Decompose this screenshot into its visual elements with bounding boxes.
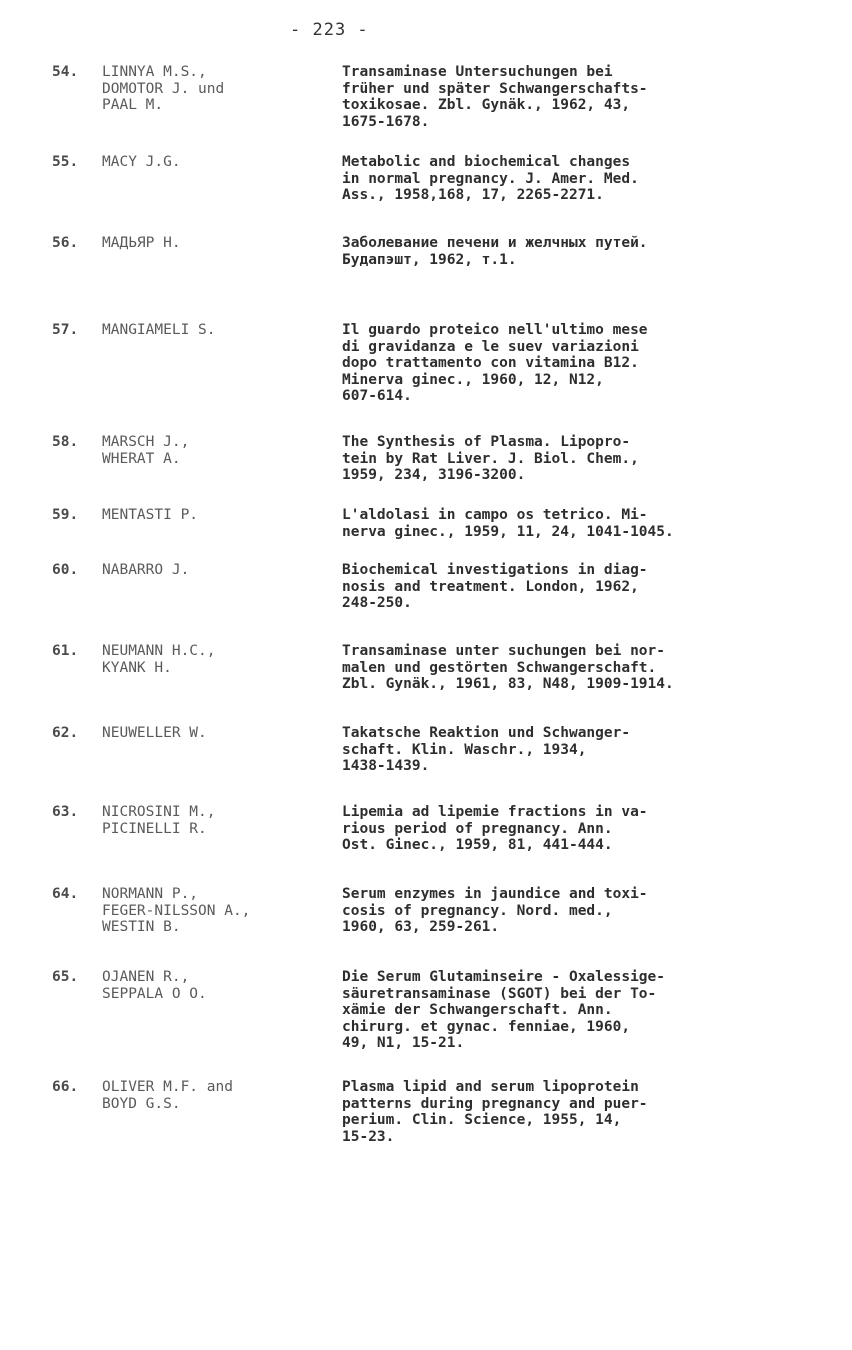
entry-reference: Transaminase Untersuchungen bei früher und später Schwangerschafts- toxikosae. Zbl. Gynäk., 1962, 43, 1675-1678. bbox=[342, 64, 648, 130]
entry-authors: МАДЬЯР Н. bbox=[102, 235, 181, 251]
entry-authors: OJANEN R., SEPPALA O O. bbox=[102, 969, 207, 1002]
entry-authors: MENTASTI P. bbox=[102, 507, 199, 523]
page-number: - 223 - bbox=[290, 20, 369, 40]
entry-authors: NABARRO J. bbox=[102, 562, 190, 578]
entry-reference: Die Serum Glutaminseire - Oxalessige- säuretransaminase (SGOT) bei der To- xämie der Schwangerschaft. Ann. chirurg. et gynac. fenniae, 1960, 49, N1, 15-21. bbox=[342, 969, 666, 1051]
entry-number: 61. bbox=[52, 643, 79, 659]
bibliography-entry bbox=[52, 154, 832, 235]
entry-authors: MARSCH J., WHERAT A. bbox=[102, 434, 190, 467]
entry-reference: L'aldolasi in campo os tetrico. Mi- nerva ginec., 1959, 11, 24, 1041-1045. bbox=[342, 507, 674, 540]
entry-number: 65. bbox=[52, 969, 79, 985]
entry-number: 62. bbox=[52, 725, 79, 741]
entry-number: 58. bbox=[52, 434, 79, 450]
entry-number: 64. bbox=[52, 886, 79, 902]
entry-number: 54. bbox=[52, 64, 79, 80]
entry-reference: Metabolic and biochemical changes in normal pregnancy. J. Amer. Med. Ass., 1958,168, 17, 2265-2271. bbox=[342, 154, 639, 203]
entry-authors: NEUWELLER W. bbox=[102, 725, 207, 741]
bibliography-entry bbox=[52, 804, 832, 886]
bibliography-entry bbox=[52, 643, 832, 725]
bibliography-entry bbox=[52, 725, 832, 804]
entry-reference: Plasma lipid and serum lipoprotein patterns during pregnancy and puer- perium. Clin. Science, 1955, 14, 15-23. bbox=[342, 1079, 648, 1145]
entry-reference: The Synthesis of Plasma. Lipopro- tein by Rat Liver. J. Biol. Chem., 1959, 234, 3196-3200. bbox=[342, 434, 639, 483]
bibliography-entry bbox=[52, 969, 832, 1079]
entry-reference: Заболевание печени и желчных путей. Будапэшт, 1962, т.1. bbox=[342, 235, 648, 268]
bibliography-entry bbox=[52, 1079, 832, 1159]
bibliography-entry bbox=[52, 322, 832, 434]
entry-authors: NEUMANN H.C., KYANK H. bbox=[102, 643, 216, 676]
entry-reference: Lipemia ad lipemie fractions in va- rious period of pregnancy. Ann. Ost. Ginec., 1959, 81, 441-444. bbox=[342, 804, 648, 853]
entry-number: 55. bbox=[52, 154, 79, 170]
bibliography-entry bbox=[52, 886, 832, 969]
bibliography-entry bbox=[52, 64, 832, 154]
bibliography-entry bbox=[52, 507, 832, 562]
entry-authors: MANGIAMELI S. bbox=[102, 322, 216, 338]
entry-number: 56. bbox=[52, 235, 79, 251]
entry-number: 57. bbox=[52, 322, 79, 338]
entry-reference: Takatsche Reaktion und Schwanger- schaft. Klin. Waschr., 1934, 1438-1439. bbox=[342, 725, 631, 774]
entry-authors: LINNYA M.S., DOMOTOR J. und PAAL M. bbox=[102, 64, 225, 113]
entry-reference: Biochemical investigations in diag- nosis and treatment. London, 1962, 248-250. bbox=[342, 562, 648, 611]
entry-number: 63. bbox=[52, 804, 79, 820]
entry-reference: Transaminase unter suchungen bei nor- malen und gestörten Schwangerschaft. Zbl. Gynäk., 1961, 83, N48, 1909-1914. bbox=[342, 643, 674, 692]
bibliography-entry bbox=[52, 235, 832, 322]
entry-reference: Il guardo proteico nell'ultimo mese di gravidanza e le suev variazioni dopo trattamento con vitamina B12. Minerva ginec., 1960, 12, N12, 607-614. bbox=[342, 322, 648, 404]
entry-authors: OLIVER M.F. and BOYD G.S. bbox=[102, 1079, 233, 1112]
bibliography-list bbox=[52, 64, 832, 1159]
bibliography-entry bbox=[52, 434, 832, 507]
entry-number: 66. bbox=[52, 1079, 79, 1095]
entry-authors: NICROSINI M., PICINELLI R. bbox=[102, 804, 216, 837]
entry-number: 60. bbox=[52, 562, 79, 578]
entry-authors: MACY J.G. bbox=[102, 154, 181, 170]
entry-authors: NORMANN P., FEGER-NILSSON A., WESTIN B. bbox=[102, 886, 251, 935]
bibliography-entry bbox=[52, 562, 832, 643]
entry-number: 59. bbox=[52, 507, 79, 523]
entry-reference: Serum enzymes in jaundice and toxi- cosis of pregnancy. Nord. med., 1960, 63, 259-261. bbox=[342, 886, 648, 935]
